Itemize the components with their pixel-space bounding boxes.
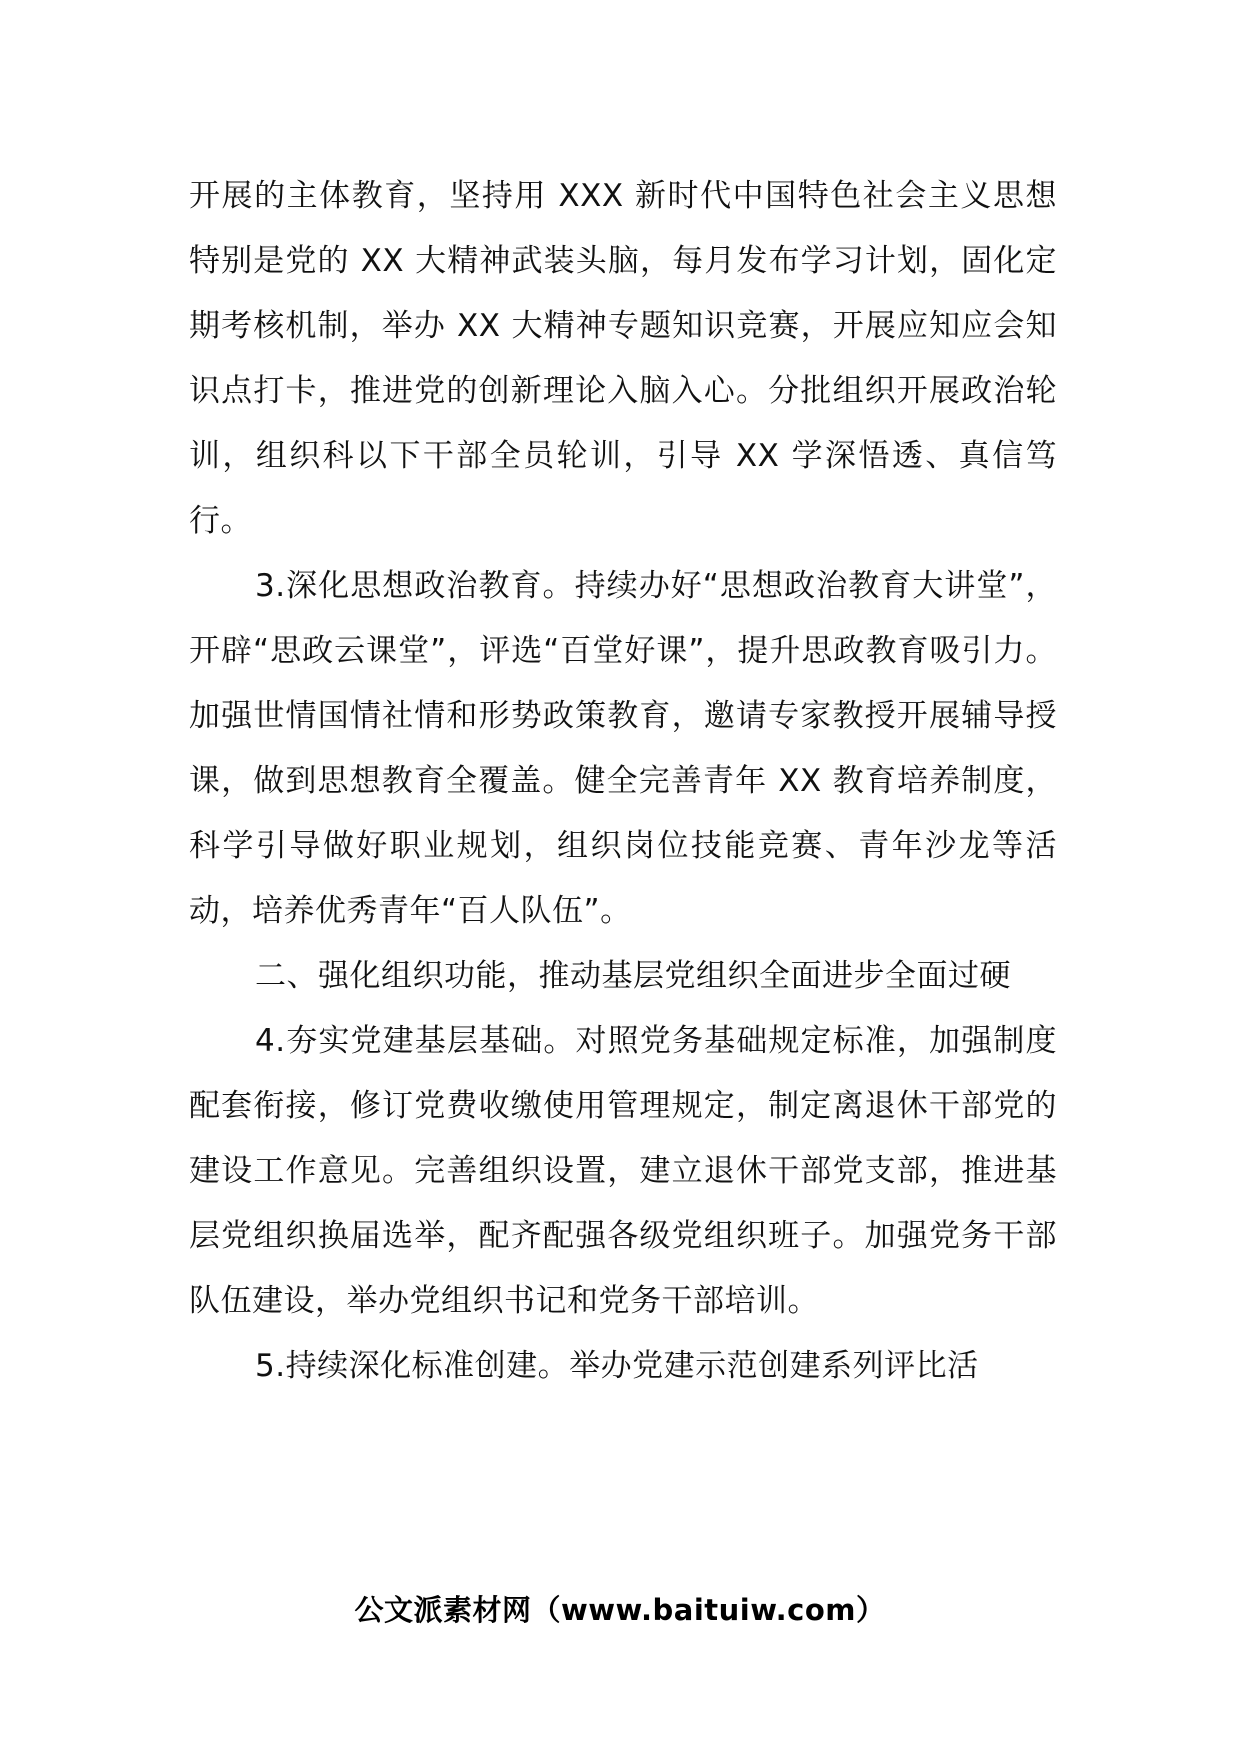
section-heading-2: 二、强化组织功能，推动基层党组织全面进步全面过硬 [255, 958, 1011, 994]
footer-watermark: 公文派素材网（www.baituiw.com） [354, 1593, 886, 1627]
document-body [189, 164, 1057, 1399]
paragraph-item-4: 4.夯实党建基层基础。对照党务基础规定标准，加强制度配套衔接，修订党费收缴使用管理规定，制定离退休干部党的建设工作意见。完善组织设置，建立退休干部党支部，推进基层党组织换届选举，配齐配强各级党组织班子。加强党务干部队伍建设，举办党组织书记和党务干部培训。 [189, 1023, 1057, 1319]
paragraph-item-5: 5.持续深化标准创建。举办党建示范创建系列评比活 [255, 1348, 979, 1384]
paragraph-continuation: 开展的主体教育，坚持用 XXX 新时代中国特色社会主义思想特别是党的 XX 大精神武装头脑，每月发布学习计划，固化定期考核机制，举办 XX 大精神专题知识竞赛，开展应知应会知识点打卡，推进党的创新理论入脑入心。分批组织开展政治轮训，组织科以下干部全员轮训，引导 XX 学深悟透、真信笃行。 [189, 178, 1057, 539]
paragraph-item-3: 3.深化思想政治教育。持续办好“思想政治教育大讲堂”，开辟“思政云课堂”，评选“百堂好课”，提升思政教育吸引力。加强世情国情社情和形势政策教育，邀请专家教授开展辅导授课，做到思想教育全覆盖。健全完善青年 XX 教育培养制度，科学引导做好职业规划，组织岗位技能竞赛、青年沙龙等活动，培养优秀青年“百人队伍”。 [189, 568, 1057, 929]
